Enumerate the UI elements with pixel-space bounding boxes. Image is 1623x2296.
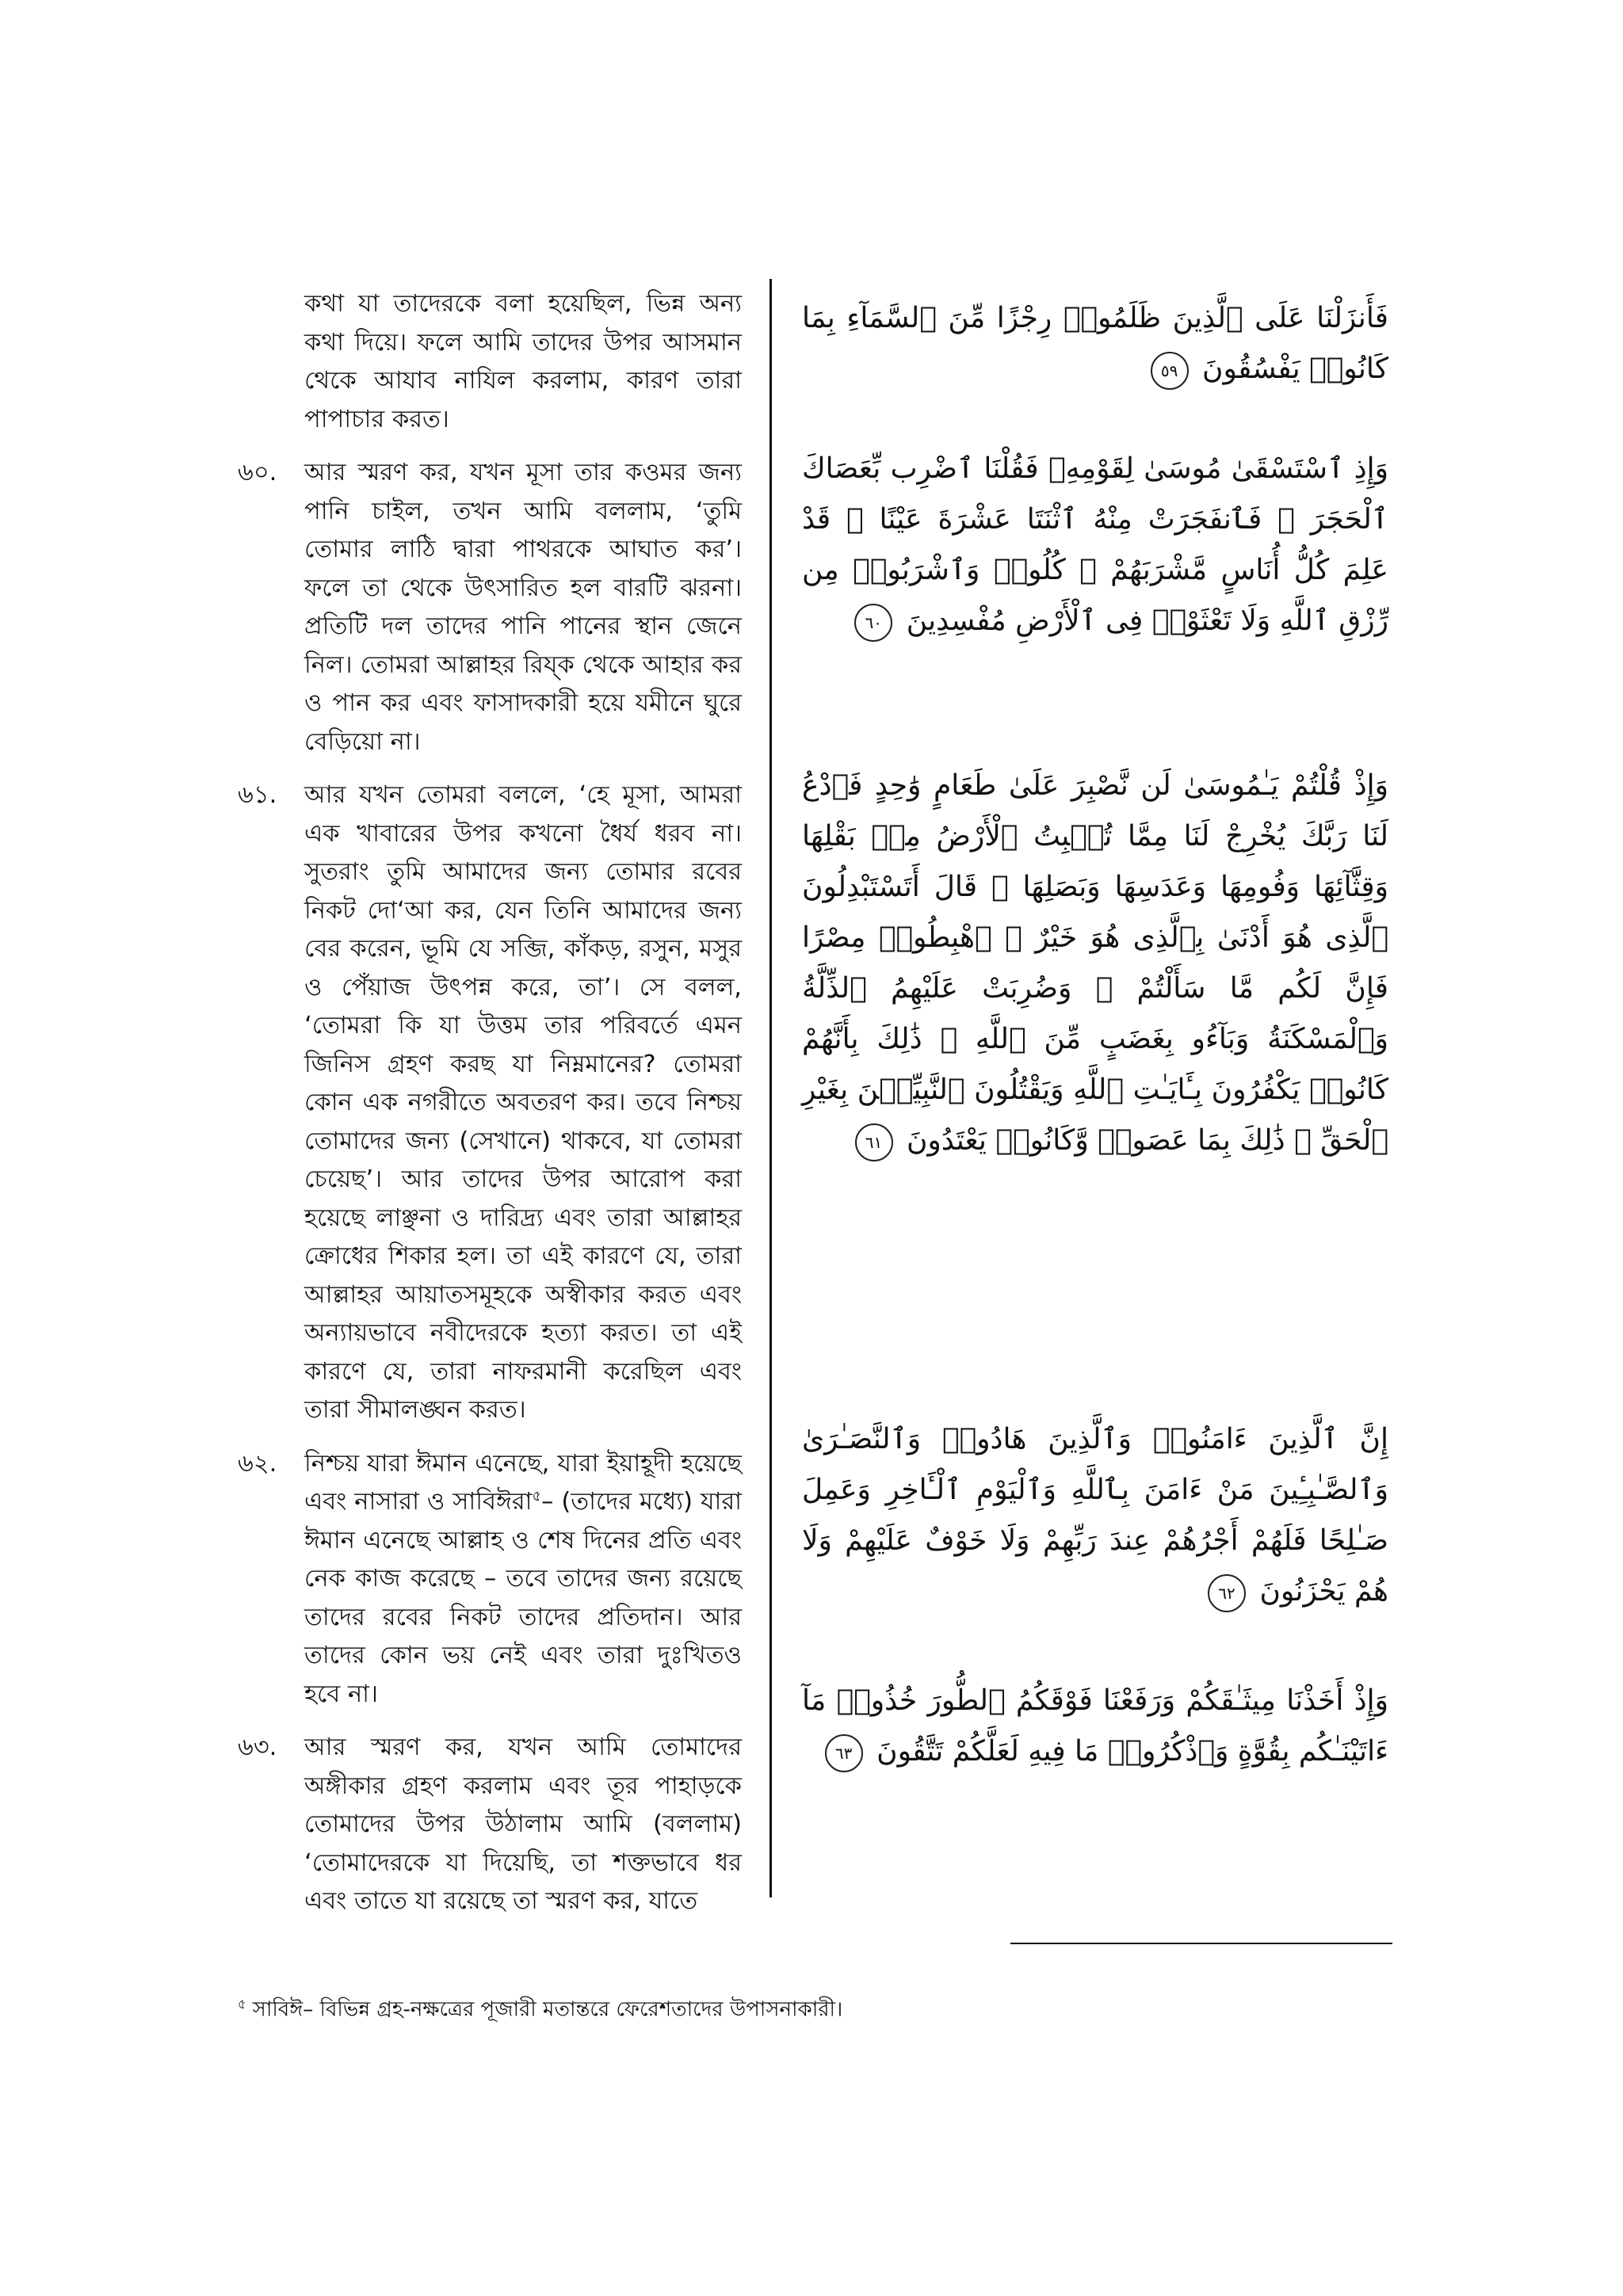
verse-61-text: আর যখন তোমরা বললে, ‘হে মূসা, আমরা এক খাবারের উপর কখনো ধৈর্য ধরব না। সুতরাং তুমি আমাদের জন্য তোমার রবের নিকট দো‘আ কর, যেন তিনি আমাদের জন্য বের করেন, ভূমি যে সব্জি, কাঁকড়, রসুন, মসুর ও পেঁয়াজ উৎপন্ন করে, তা’। সে বলল, ‘তোমরা কি যা উত্তম তার পরিবর্তে এমন জিনিস গ্রহণ করছ যা নিম্নমানের? তোমরা কোন এক নগরীতে অবতরণ কর। তবে নিশ্চয় তোমাদের জন্য (সেখানে) থাকবে, যা তোমরা চেয়েছ’। আর তাদের উপর আরোপ করা হয়েছে লাঞ্ছনা ও দারিদ্র্য এবং তারা আল্লাহর ক্রোধের শিকার হল। তা এই কারণে যে, তারা আল্লাহর আয়াতসমূহকে অস্বীকার করত এবং অন্যায়ভাবে নবীদেরকে হত্যা করত। তা এই কারণে যে, তারা নাফরমানী করেছিল এবং তারা সীমালঙ্ঘন করত। (304, 781, 742, 1424)
verse-62 (238, 1445, 742, 1714)
arabic-verse-61 (802, 761, 1388, 1166)
verse-number-60: ৬০. (238, 459, 277, 486)
ayah-end-marker-59: ٥٩ (1151, 352, 1189, 390)
arabic-verse-59-text: فَأَنزَلْنَا عَلَى ٱلَّذِينَ ظَلَمُوا۟ رِجْزًا مِّنَ ٱلسَّمَآءِ بِمَا كَانُوا۟ يَفْسُقُونَ (802, 302, 1388, 385)
footnote-reference[interactable]: ৫ (532, 1487, 542, 1505)
arabic-verse-60-block (802, 444, 1388, 646)
verse-62-text-b: – (তাদের মধ্যে) যারা ঈমান এনেছে আল্লাহ ও শেষ দিনের প্রতি এবং নেক কাজ করেছে – তবে তাদের জন্য রয়েছে তাদের রবের নিকট তাদের প্রতিদান। আর তাদের কোন ভয় নেই এবং তারা দুঃখিতও হবে না। (304, 1488, 742, 1708)
arabic-verse-63 (802, 1676, 1388, 1777)
verse-59-continuation (238, 285, 742, 439)
verse-63-text: আর স্মরণ কর, যখন আমি তোমাদের অঙ্গীকার গ্রহণ করলাম এবং তূর পাহাড়কে তোমাদের উপর উঠালাম আমি (বললাম) ‘তোমাদেরকে যা দিয়েছি, তা শক্তভাবে ধর এবং তাতে যা রয়েছে তা স্মরণ কর, যাতে (304, 1733, 742, 1915)
verse-62-text-a: নিশ্চয় যারা ঈমান এনেছে, যারা ইয়াহূদী হয়েছে এবং নাসারা ও সাবিঈরা (304, 1449, 742, 1516)
ayah-end-marker-63: ٦٣ (825, 1734, 863, 1772)
verse-63 (238, 1729, 742, 1921)
verse-60-text: আর স্মরণ কর, যখন মূসা তার কওমর জন্য পানি চাইল, তখন আমি বললাম, ‘তুমি তোমার লাঠি দ্বারা পাথরকে আঘাত কর’। ফলে তা থেকে উৎসারিত হল বারটি ঝরনা। প্রতিটি দল তাদের পানি পানের স্থান জেনে নিল। তোমরা আল্লাহর রিয্ক থেকে আহার কর ও পান কর এবং ফাসাদকারী হয়ে যমীনে ঘুরে বেড়িয়ো না। (304, 459, 742, 756)
arabic-verse-61-block (802, 761, 1388, 1166)
footnote-text: সাবিঈ– বিভিন্ন গ্রহ-নক্ষত্রের পূজারী মতান্তরে ফেরেশতাদের উপাসনাকারী। (252, 1997, 843, 2022)
footnote-mark: ৫ (238, 1997, 246, 2012)
arabic-verse-62-text: إِنَّ ٱلَّذِينَ ءَامَنُوا۟ وَٱلَّذِينَ هَادُوا۟ وَٱلنَّصَـٰرَىٰ وَٱلصَّـٰبِـِٔينَ مَنْ ءَامَنَ بِٱللَّهِ وَٱلْيَوْمِ ٱلْـَٔاخِرِ وَعَمِلَ صَـٰلِحًا فَلَهُمْ أَجْرُهُمْ عِندَ رَبِّهِمْ وَلَا خَوْفٌ عَلَيْهِمْ وَلَا هُمْ يَحْزَنُونَ (802, 1423, 1388, 1608)
footnote (238, 1989, 842, 2026)
ayah-end-marker-60: ٦٠ (854, 604, 892, 642)
arabic-verse-60-text: وَإِذِ ٱسْتَسْقَىٰ مُوسَىٰ لِقَوْمِهِۦ فَقُلْنَا ٱضْرِب بِّعَصَاكَ ٱلْحَجَرَ ۖ فَٱنفَجَرَتْ مِنْهُ ٱثْنَتَا عَشْرَةَ عَيْنًا ۖ قَدْ عَلِمَ كُلُّ أُنَاسٍ مَّشْرَبَهُمْ ۖ كُلُوا۟ وَٱشْرَبُوا۟ مِن رِّزْقِ ٱللَّهِ وَلَا تَعْثَوْا۟ فِى ٱلْأَرْضِ مُفْسِدِينَ (802, 452, 1388, 637)
bengali-translation-column (238, 285, 742, 1936)
arabic-verse-63-text: وَإِذْ أَخَذْنَا مِيثَـٰقَكُمْ وَرَفَعْنَا فَوْقَكُمُ ٱلطُّورَ خُذُوا۟ مَآ ءَاتَيْنَـٰكُم بِقُوَّةٍ وَٱذْكُرُوا۟ مَا فِيهِ لَعَلَّكُمْ تَتَّقُونَ (802, 1684, 1388, 1768)
verse-60 (238, 454, 742, 761)
verse-61 (238, 776, 742, 1430)
column-divider (769, 279, 772, 1897)
arabic-verse-59-block (802, 293, 1388, 395)
arabic-verse-62-block (802, 1414, 1388, 1617)
arabic-verse-62 (802, 1414, 1388, 1617)
arabic-verse-61-text: وَإِذْ قُلْتُمْ يَـٰمُوسَىٰ لَن نَّصْبِرَ عَلَىٰ طَعَامٍ وَٰحِدٍ فَٱدْعُ لَنَا رَبَّكَ يُخْرِجْ لَنَا مِمَّا تُنۢبِتُ ٱلْأَرْضُ مِنۢ بَقْلِهَا وَقِثَّآئِهَا وَفُومِهَا وَعَدَسِهَا وَبَصَلِهَا ۖ قَالَ أَتَسْتَبْدِلُونَ ٱلَّذِى هُوَ أَدْنَىٰ بِٱلَّذِى هُوَ خَيْرٌ ۚ ٱهْبِطُوا۟ مِصْرًا فَإِنَّ لَكُم مَّا سَأَلْتُمْ ۗ وَضُرِبَتْ عَلَيْهِمُ ٱلذِّلَّةُ وَٱلْمَسْكَنَةُ وَبَآءُو بِغَضَبٍ مِّنَ ٱللَّهِ ۗ ذَٰلِكَ بِأَنَّهُمْ كَانُوا۟ يَكْفُرُونَ بِـَٔايَـٰتِ ٱللَّهِ وَيَقْتُلُونَ ٱلنَّبِيِّـۧنَ بِغَيْرِ ٱلْحَقِّ ۗ ذَٰلِكَ بِمَا عَصَوا۟ وَّكَانُوا۟ يَعْتَدُونَ (802, 769, 1388, 1157)
arabic-verse-59 (802, 293, 1388, 395)
arabic-verse-60 (802, 444, 1388, 646)
ayah-end-marker-62: ٦٢ (1208, 1574, 1246, 1612)
verse-number-61: ৬১. (238, 781, 277, 809)
arabic-verse-63-block (802, 1676, 1388, 1777)
verse-number-62: ৬২. (238, 1449, 277, 1478)
ayah-end-marker-61: ٦١ (855, 1123, 893, 1161)
verse-59-text: কথা যা তাদেরকে বলা হয়েছিল, ভিন্ন অন্য কথা দিয়ে। ফলে আমি তাদের উপর আসমান থেকে আযাব নাযিল করলাম, কারণ তারা পাপাচার করত। (304, 290, 742, 433)
verse-number-63: ৬৩. (238, 1733, 277, 1761)
footnote-separator (1010, 1943, 1392, 1944)
